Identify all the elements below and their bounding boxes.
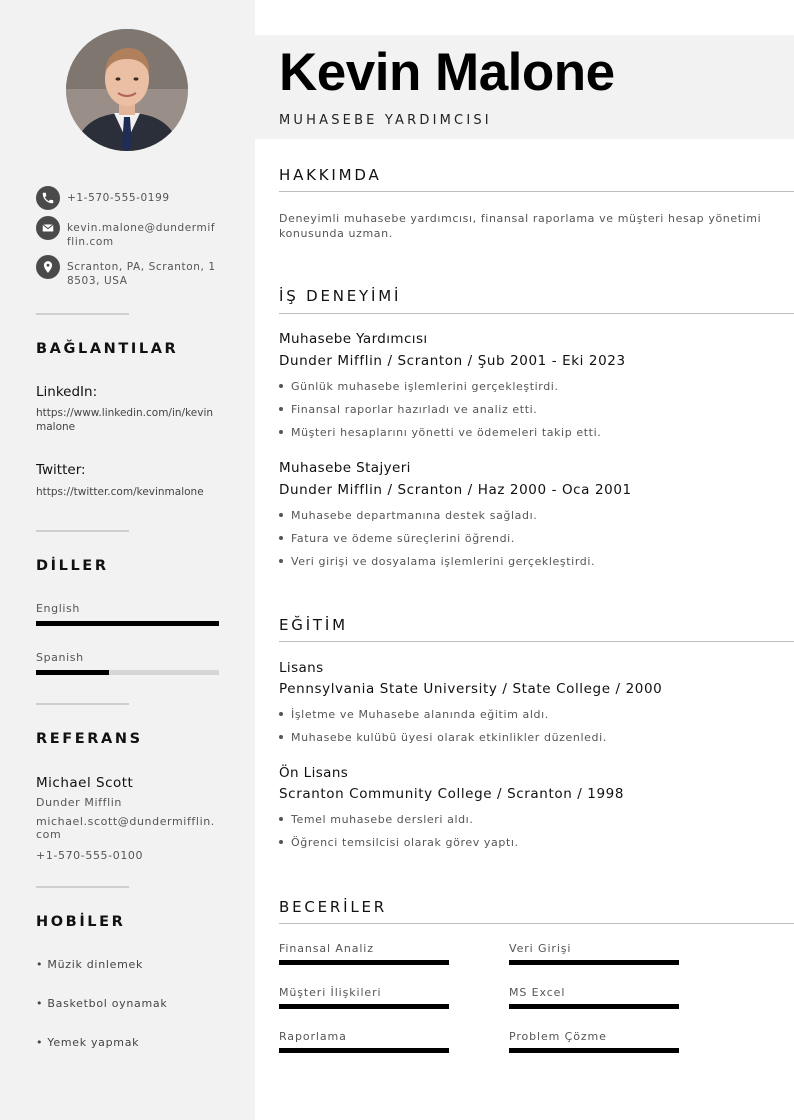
section-rule — [279, 313, 794, 314]
skill-level-fill — [279, 960, 449, 965]
language-name: Spanish — [36, 651, 84, 664]
skill-level-bar — [279, 960, 449, 965]
education-subtitle: Scranton Community College / Scranton / 1998 — [279, 786, 625, 802]
skill-name: Raporlama — [279, 1030, 347, 1043]
bullet-text: Günlük muhasebe işlemlerini gerçekleştirdi. — [291, 380, 559, 393]
language-level-fill — [36, 670, 109, 675]
section-rule — [279, 191, 794, 192]
skill-level-fill — [279, 1004, 449, 1009]
skill-name: Müşteri İlişkileri — [279, 986, 382, 999]
skill-name: Finansal Analiz — [279, 942, 374, 955]
contact-email — [36, 216, 217, 249]
hobby-label: Basketbol oynamak — [47, 997, 168, 1010]
hobby-label: Müzik dinlemek — [47, 958, 144, 971]
reference-name: Michael Scott — [36, 775, 134, 791]
hobby-label: Yemek yapmak — [47, 1036, 140, 1049]
education-title: Lisans — [279, 660, 324, 676]
reference-phone: +1-570-555-0100 — [36, 849, 144, 862]
experience-heading: İŞ DENEYİMİ — [279, 287, 402, 305]
skill-name: Problem Çözme — [509, 1030, 607, 1043]
skill-name: Veri Girişi — [509, 942, 572, 955]
linkedin-link[interactable]: https://www.linkedin.com/in/kevinmalone — [36, 407, 214, 433]
skill-name: MS Excel — [509, 986, 566, 999]
section-rule — [279, 923, 794, 924]
bullet-text: İşletme ve Muhasebe alanında eğitim aldı. — [291, 708, 549, 721]
skill-level-fill — [509, 960, 679, 965]
languages-heading: DİLLER — [36, 558, 109, 574]
contact-phone — [36, 186, 217, 210]
twitter-link[interactable]: https://twitter.com/kevinmalone — [36, 486, 204, 498]
avatar — [66, 29, 188, 151]
reference-email[interactable]: michael.scott@dundermifflin.com — [36, 815, 215, 841]
phone-icon — [36, 186, 60, 210]
skill-level-bar — [279, 1004, 449, 1009]
experience-bullet — [279, 426, 601, 439]
experience-bullet — [279, 555, 595, 568]
experience-bullet — [279, 403, 537, 416]
experience-bullet — [279, 532, 515, 545]
skill-level-bar — [509, 960, 679, 965]
bullet-text: Veri girişi ve dosyalama işlemlerini gerçekleştirdi. — [291, 555, 596, 568]
sidebar-divider — [36, 313, 129, 315]
skill-level-fill — [509, 1048, 679, 1053]
experience-title: Muhasebe Stajyeri — [279, 460, 411, 476]
references-heading: REFERANS — [36, 731, 143, 747]
location-pin-icon — [36, 255, 60, 279]
bullet-text: Öğrenci temsilcisi olarak görev yaptı. — [291, 836, 519, 849]
skill-level-bar — [279, 1048, 449, 1053]
language-level-bar — [36, 670, 219, 675]
language-level-bar — [36, 621, 219, 626]
language-name: English — [36, 602, 80, 615]
skill-level-fill — [279, 1048, 449, 1053]
education-subtitle: Pennsylvania State University / State College / 2000 — [279, 681, 663, 697]
hobby-item: • Basketbol oynamak — [36, 997, 168, 1010]
hobbies-heading: HOBİLER — [36, 914, 126, 930]
bullet-text: Finansal raporlar hazırladı ve analiz etti. — [291, 403, 538, 416]
person-name: Kevin Malone — [279, 43, 615, 102]
linkedin-label: LinkedIn: — [36, 384, 98, 400]
education-bullet — [279, 708, 549, 721]
experience-title: Muhasebe Yardımcısı — [279, 331, 428, 347]
reference-company: Dunder Mifflin — [36, 796, 122, 809]
sidebar-divider — [36, 530, 129, 532]
bullet-text: Temel muhasebe dersleri aldı. — [291, 813, 474, 826]
education-bullet — [279, 836, 519, 849]
contact-email-text[interactable]: kevin.malone@dundermifflin.com — [67, 222, 216, 248]
twitter-label: Twitter: — [36, 462, 86, 478]
experience-bullet — [279, 380, 559, 393]
education-title: Ön Lisans — [279, 765, 349, 781]
job-title: MUHASEBE YARDIMCISI — [279, 113, 492, 128]
skill-level-fill — [509, 1004, 679, 1009]
links-heading: BAĞLANTILAR — [36, 341, 179, 357]
experience-bullet — [279, 509, 537, 522]
about-heading: HAKKIMDA — [279, 166, 382, 184]
contact-address — [36, 255, 217, 288]
experience-subtitle: Dunder Mifflin / Scranton / Haz 2000 - Oca 2001 — [279, 482, 632, 498]
education-bullet — [279, 813, 473, 826]
section-rule — [279, 641, 794, 642]
contact-phone-text: +1-570-555-0199 — [67, 192, 170, 204]
skills-heading: BECERİLER — [279, 898, 388, 916]
bullet-text: Muhasebe kulübü üyesi olarak etkinlikler düzenledi. — [291, 731, 607, 744]
skill-level-bar — [509, 1004, 679, 1009]
skill-level-bar — [509, 1048, 679, 1053]
education-bullet — [279, 731, 607, 744]
sidebar-divider — [36, 703, 129, 705]
avatar-photo — [66, 29, 188, 151]
envelope-icon — [36, 216, 60, 240]
sidebar-divider — [36, 886, 129, 888]
bullet-text: Müşteri hesaplarını yönetti ve ödemeleri takip etti. — [291, 426, 602, 439]
bullet-text: Fatura ve ödeme süreçlerini öğrendi. — [291, 532, 515, 545]
education-heading: EĞİTİM — [279, 616, 348, 634]
contact-address-text: Scranton, PA, Scranton, 18503, USA — [67, 261, 216, 287]
language-level-fill — [36, 621, 219, 626]
about-text: Deneyimli muhasebe yardımcısı, finansal raporlama ve müşteri hesap yönetimi konusunda uzman. — [279, 212, 762, 240]
experience-subtitle: Dunder Mifflin / Scranton / Şub 2001 - Eki 2023 — [279, 353, 626, 369]
hobby-item: • Müzik dinlemek — [36, 958, 144, 971]
hobby-item: • Yemek yapmak — [36, 1036, 140, 1049]
bullet-text: Muhasebe departmanına destek sağladı. — [291, 509, 538, 522]
